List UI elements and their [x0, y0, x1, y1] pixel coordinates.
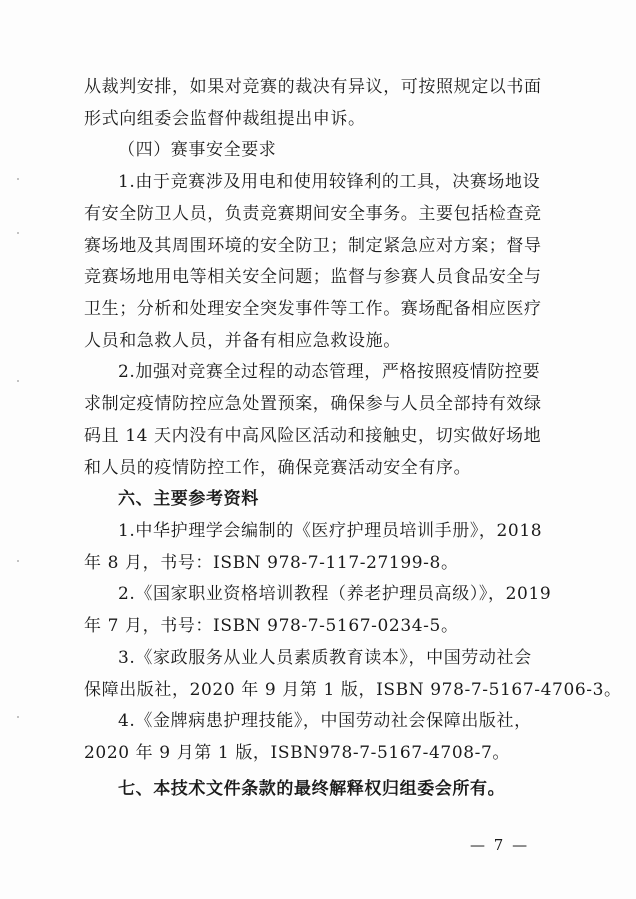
section-heading: 七、本技术文件条款的最终解释权归组委会所有。	[118, 779, 506, 799]
body-text-line: 2020 年 9 月第 1 版，ISBN978-7-5167-4708-7。	[84, 743, 511, 763]
margin-mark	[17, 380, 19, 382]
body-text-line: 卫生；分析和处理安全突发事件等工作。赛场配备相应医疗	[84, 299, 542, 319]
page-number: — 7 —	[470, 836, 530, 854]
body-text-line: 从裁判安排，如果对竞赛的裁决有异议，可按照规定以书面	[84, 77, 542, 97]
body-text-line: 和人员的疫情防控工作，确保竞赛活动安全有序。	[84, 458, 472, 478]
body-text-line: 3.《家政服务从业人员素质教育读本》，中国劳动社会	[118, 648, 532, 668]
body-text-line: 有安全防卫人员，负责竞赛期间安全事务。主要包括检查竞	[84, 204, 542, 224]
subsection-heading: （四）赛事安全要求	[118, 140, 277, 160]
body-text-line: 2.《国家职业资格培训教程（养老护理员高级）》，2019	[118, 584, 552, 604]
body-text-line: 求制定疫情防控应急处置预案，确保参与人员全部持有效绿	[84, 394, 542, 414]
body-text-line: 形式向组委会监督仲裁组提出申诉。	[84, 109, 366, 129]
body-text-line: 1.由于竞赛涉及用电和使用较锋利的工具，决赛场地设	[118, 172, 541, 192]
margin-mark	[17, 178, 19, 180]
body-text-line: 1.中华护理学会编制的《医疗护理员培训手册》，2018	[118, 521, 543, 541]
margin-mark	[17, 716, 19, 718]
margin-mark	[17, 560, 19, 562]
body-text-line: 竞赛场地用电等相关安全问题；监督与参赛人员食品安全与	[84, 267, 542, 287]
body-text-line: 年 8 月，书号：ISBN 978-7-117-27199-8。	[84, 553, 459, 573]
body-text-line: 年 7 月，书号：ISBN 978-7-5167-0234-5。	[84, 616, 459, 636]
body-text-line: 保障出版社，2020 年 9 月第 1 版，ISBN 978-7-5167-4706-3。	[84, 680, 622, 700]
section-heading: 六、主要参考资料	[118, 489, 259, 509]
body-text-line: 人员和急救人员，并备有相应急救设施。	[84, 331, 401, 351]
body-text-line: 码且 14 天内没有中高风险区活动和接触史，切实做好场地	[84, 426, 542, 446]
body-text-line: 赛场地及其周围环境的安全防卫；制定紧急应对方案；督导	[84, 236, 542, 256]
margin-mark	[17, 232, 19, 234]
body-text-line: 4.《金牌病患护理技能》，中国劳动社会保障出版社，	[118, 711, 532, 731]
body-text-line: 2.加强对竞赛全过程的动态管理，严格按照疫情防控要	[118, 362, 541, 382]
